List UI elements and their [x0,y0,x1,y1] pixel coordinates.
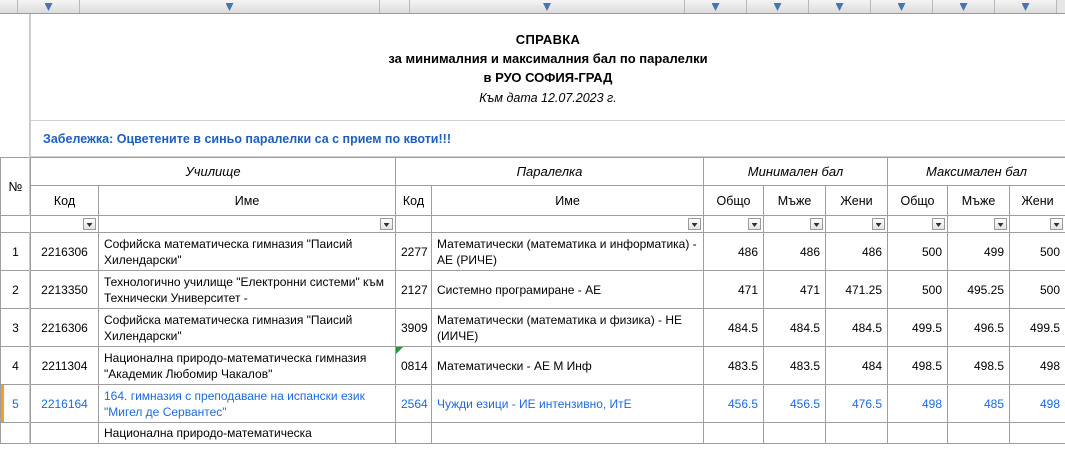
filter-dropdown-icon[interactable] [688,218,701,230]
cell-class-name: Математически (математика и информатика) - АЕ (РИЧЕ) [432,233,704,271]
cell-max-women: 500 [1010,271,1065,309]
cell-school-name: Софийска математическа гимназия "Паисий Хилендарски" [99,309,396,347]
cell-max-men: 485 [948,385,1010,423]
filter-dropdown-icon[interactable] [748,218,761,230]
header-group-school: Училище [31,158,396,186]
table-row[interactable] [1,271,1065,309]
column-header-b[interactable] [18,0,80,13]
cell-class-code: 2564 [396,385,432,423]
cell-no: 1 [1,233,31,271]
header-min-men: Мъже [764,186,826,216]
cell-min-women: 476.5 [826,385,888,423]
filter-dropdown-icon[interactable] [960,3,968,11]
cell-max-men: 495.25 [948,271,1010,309]
header-max-men: Мъже [948,186,1010,216]
cell-max-men: 496.5 [948,309,1010,347]
cell-min-women [826,423,888,444]
cell-no: 2 [1,271,31,309]
header-class-code: Код [396,186,432,216]
table-row[interactable] [1,423,1065,444]
cell-min-total: 486 [704,233,764,271]
cell-class-code: 3909 [396,309,432,347]
cell-max-men: 498.5 [948,347,1010,385]
table-header-sub-row [1,186,1065,216]
cell-no: 4 [1,347,31,385]
page-title: СПРАВКА [515,32,581,47]
filter-dropdown-icon[interactable] [872,218,885,230]
cell-school-name: Софийска математическа гимназия "Паисий Хилендарски" [99,233,396,271]
header-min-women: Жени [826,186,888,216]
cell-max-total [888,423,948,444]
header-class-name: Име [432,186,704,216]
cell-max-women: 498 [1010,347,1065,385]
filter-dropdown-icon[interactable] [836,3,844,11]
filter-cell-min-men[interactable] [764,216,826,233]
table-row[interactable] [1,347,1065,385]
cell-max-women [1010,423,1065,444]
cell-school-code: 2213350 [31,271,99,309]
cell-class-code: 2127 [396,271,432,309]
spreadsheet-column-header-strip [0,0,1065,14]
table-filter-row [1,216,1065,233]
cell-no: 5 [1,385,31,423]
table-row[interactable] [1,309,1065,347]
column-header-i[interactable] [871,0,933,13]
filter-dropdown-icon[interactable] [810,218,823,230]
column-header-a[interactable] [0,0,18,13]
cell-min-women: 484 [826,347,888,385]
cell-class-name: Системно програмиране - АЕ [432,271,704,309]
cell-class-code [396,423,432,444]
header-school-code: Код [31,186,99,216]
cell-school-code [31,423,99,444]
filter-dropdown-icon[interactable] [380,218,393,230]
filter-cell-class-code [396,216,432,233]
cell-max-total: 498 [888,385,948,423]
cell-min-total: 483.5 [704,347,764,385]
cell-school-name: Технологично училище "Електронни системи" към Технически Университет - [99,271,396,309]
cell-min-women: 471.25 [826,271,888,309]
filter-cell-max-men[interactable] [948,216,1010,233]
filter-cell-school-name[interactable] [99,216,396,233]
header-group-class: Паралелка [396,158,704,186]
column-header-k[interactable] [995,0,1057,13]
header-no: № [1,158,31,216]
table-row[interactable] [1,233,1065,271]
filter-dropdown-icon[interactable] [994,218,1007,230]
cell-min-total [704,423,764,444]
cell-class-name: Чужди езици - ИЕ интензивно, ИтЕ [432,385,704,423]
cell-max-women: 499.5 [1010,309,1065,347]
cell-school-name: Национална природо-математическа [99,423,396,444]
column-header-j[interactable] [933,0,995,13]
note-block [30,121,1065,157]
cell-school-name: 164. гимназия с преподаване на испански език "Мигел де Сервантес" [99,385,396,423]
cell-school-code: 2211304 [31,347,99,385]
header-max-total: Общо [888,186,948,216]
filter-dropdown-icon[interactable] [898,3,906,11]
cell-class-name: Математически (математика и физика) - НЕ (ИИЧЕ) [432,309,704,347]
filter-dropdown-icon[interactable] [226,3,234,11]
filter-cell-school-code[interactable] [31,216,99,233]
cell-max-total: 498.5 [888,347,948,385]
cell-no: 3 [1,309,31,347]
table-row[interactable] [1,385,1065,423]
cell-school-name: Национална природо-математическа гимназия "Академик Любомир Чакалов" [99,347,396,385]
cell-min-women: 486 [826,233,888,271]
cell-min-total: 484.5 [704,309,764,347]
header-group-max-score: Максимален бал [888,158,1065,186]
page-region: в РУО СОФИЯ-ГРАД [483,70,613,85]
cell-min-total: 456.5 [704,385,764,423]
filter-cell-min-total[interactable] [704,216,764,233]
cell-min-men: 483.5 [764,347,826,385]
quota-note: Забележка: Оцветените в синьо паралелки са с прием по квоти!!! [43,131,451,146]
cell-min-men: 484.5 [764,309,826,347]
cell-max-women: 498 [1010,385,1065,423]
report-title-block [30,14,1065,121]
cell-class-code: 2277 [396,233,432,271]
filter-dropdown-icon[interactable] [932,218,945,230]
column-header-d[interactable] [380,0,410,13]
page-subtitle: за минималния и максималния бал по паралелки [388,51,708,66]
header-school-name: Име [99,186,396,216]
cell-max-total: 499.5 [888,309,948,347]
filter-dropdown-icon[interactable] [1022,3,1030,11]
column-header-g[interactable] [747,0,809,13]
cell-min-men: 486 [764,233,826,271]
filter-cell-max-women[interactable] [1010,216,1065,233]
cell-min-total: 471 [704,271,764,309]
cell-max-women: 500 [1010,233,1065,271]
column-header-h[interactable] [809,0,871,13]
column-header-c[interactable] [80,0,380,13]
cell-min-men: 456.5 [764,385,826,423]
cell-class-name [432,423,704,444]
cell-max-total: 500 [888,271,948,309]
cell-min-men [764,423,826,444]
filter-cell-no [1,216,31,233]
cell-school-code: 2216164 [31,385,99,423]
header-min-total: Общо [704,186,764,216]
filter-cell-min-women[interactable] [826,216,888,233]
table-header-group-row [1,158,1065,186]
filter-cell-class-name[interactable] [432,216,704,233]
page-date: Към дата 12.07.2023 г. [479,91,617,105]
filter-dropdown-icon[interactable] [543,3,551,11]
cell-class-code: 0814 [396,347,432,385]
header-group-min-score: Минимален бал [704,158,888,186]
column-header-f[interactable] [685,0,747,13]
filter-dropdown-icon[interactable] [45,3,53,11]
filter-dropdown-icon[interactable] [774,3,782,11]
column-header-e[interactable] [410,0,685,13]
cell-min-men: 471 [764,271,826,309]
cell-max-men [948,423,1010,444]
cell-school-code: 2216306 [31,233,99,271]
cell-min-women: 484.5 [826,309,888,347]
cell-school-code: 2216306 [31,309,99,347]
filter-dropdown-icon[interactable] [1050,218,1063,230]
cell-max-men: 499 [948,233,1010,271]
cell-max-total: 500 [888,233,948,271]
report-sheet [0,14,1065,444]
filter-dropdown-icon[interactable] [83,218,96,230]
header-max-women: Жени [1010,186,1065,216]
filter-dropdown-icon[interactable] [712,3,720,11]
cell-class-name: Математически - АЕ М Инф [432,347,704,385]
filter-cell-max-total[interactable] [888,216,948,233]
scores-table [0,157,1065,444]
